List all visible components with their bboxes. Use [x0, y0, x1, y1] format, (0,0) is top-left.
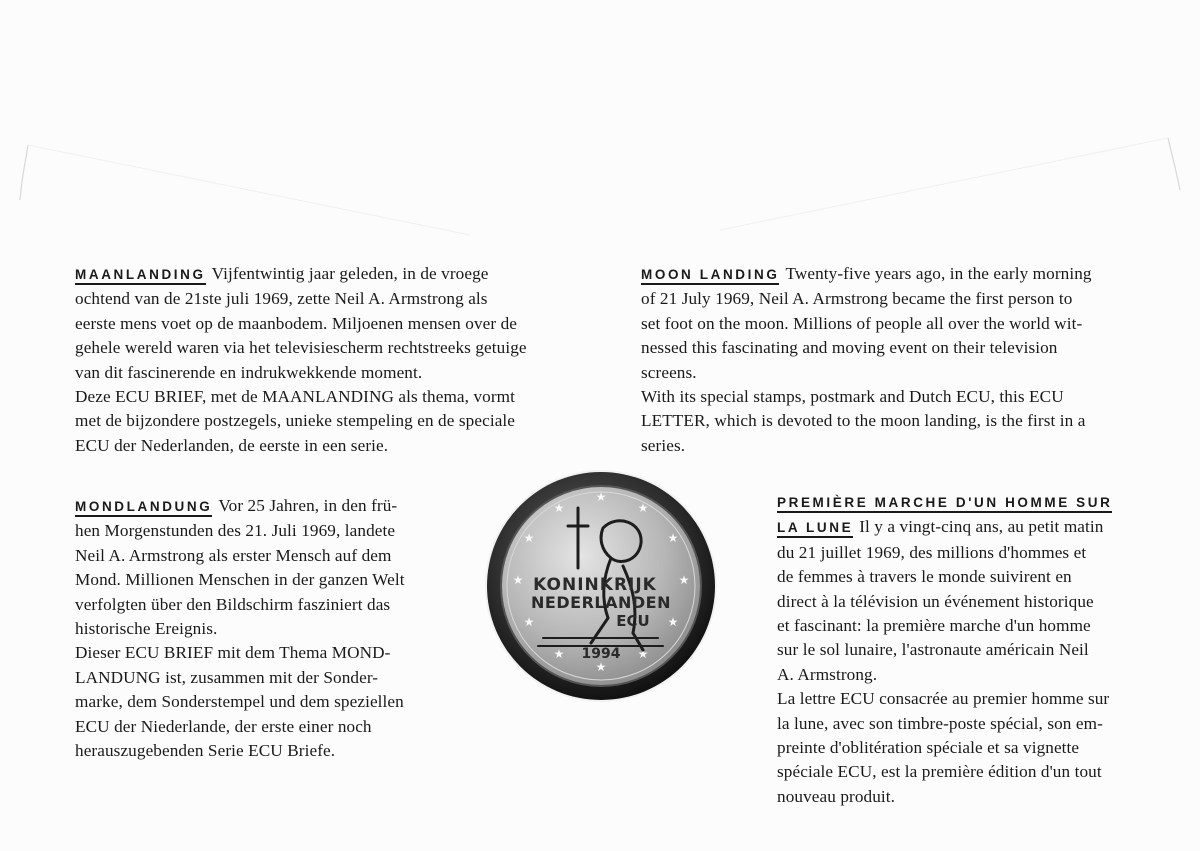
svg-text:★: ★	[595, 490, 607, 504]
svg-text:★: ★	[637, 501, 649, 515]
german-heading: MONDLANDUNG	[75, 499, 212, 517]
dutch-text-block	[75, 262, 595, 458]
svg-text:★: ★	[512, 573, 524, 587]
german-text-block	[75, 494, 475, 763]
english-line: nessed this fascinating and moving event on their television	[641, 338, 1058, 358]
german-line: ECU der Niederlande, der erste einer noch	[75, 716, 372, 736]
svg-text:★: ★	[553, 501, 565, 515]
svg-text:★: ★	[523, 615, 535, 629]
french-line: A. Armstrong.	[777, 664, 878, 684]
svg-text:★: ★	[678, 573, 690, 587]
svg-text:★: ★	[553, 647, 565, 661]
french-text-block	[777, 490, 1177, 809]
coin-year: 1994	[581, 646, 621, 662]
dutch-line: eerste mens voet op de maanbodem. Miljoenen mensen over de	[75, 313, 518, 333]
french-line: de femmes à travers le monde suivirent en	[777, 567, 1072, 587]
coin-legend-line1: KONINKRIJK	[533, 575, 657, 595]
coin-denomination: ECU	[616, 612, 650, 630]
english-line: Twenty-five years ago, in the early morning	[785, 264, 1092, 283]
german-line: marke, dem Sonderstempel und dem speziellen	[75, 692, 404, 712]
french-line: nouveau produit.	[777, 786, 896, 806]
german-line: LANDUNG ist, zusammen mit der Sonder-	[75, 667, 379, 687]
svg-text:★: ★	[595, 660, 607, 674]
english-heading: MOON LANDING	[641, 267, 779, 285]
french-line: spéciale ECU, est la première édition d'un tout	[777, 762, 1102, 782]
coin-legend-line2: NEDERLANDEN	[531, 593, 671, 612]
french-line: sur le sol lunaire, l'astronaute américain Neil	[777, 640, 1089, 660]
svg-text:★: ★	[667, 531, 679, 545]
french-line: preinte d'oblitération spéciale et sa vignette	[777, 738, 1080, 758]
english-line: set foot on the moon. Millions of people all over the world wit-	[641, 313, 1083, 333]
dutch-line: ECU der Nederlanden, de eerste in een serie.	[75, 435, 389, 455]
german-line: Dieser ECU BRIEF mit dem Thema MOND-	[75, 643, 391, 663]
svg-text:★: ★	[637, 647, 649, 661]
french-line: Il y a vingt-cinq ans, au petit matin	[859, 517, 1104, 537]
english-text-block	[641, 262, 1161, 458]
ecu-coin	[483, 468, 719, 704]
german-line: historische Ereignis.	[75, 619, 218, 639]
english-line: LETTER, which is devoted to the moon landing, is the first in a	[641, 411, 1086, 431]
dutch-line: gehele wereld waren via het televisiescherm rechtstreeks getuige	[75, 338, 527, 358]
dutch-line: van dit fascinerende en indrukwekkende moment.	[75, 362, 423, 382]
german-line: herauszugebenden Serie ECU Briefe.	[75, 741, 336, 761]
dutch-line: met de bijzondere postzegels, unieke stempeling en de speciale	[75, 411, 516, 431]
french-heading: PREMIÈRE MARCHE D'UN HOMME SUR	[777, 495, 1112, 513]
dutch-line: Deze ECU BRIEF, met de MAANLANDING als thema, vormt	[75, 387, 516, 407]
dutch-heading: MAANLANDING	[75, 267, 206, 285]
dutch-line: Vijfentwintig jaar geleden, in de vroege	[211, 264, 489, 283]
german-line: Mond. Millionen Menschen in der ganzen Welt	[75, 570, 405, 590]
german-line: Neil A. Armstrong als erster Mensch auf dem	[75, 545, 392, 565]
english-line: of 21 July 1969, Neil A. Armstrong became the first person to	[641, 289, 1073, 309]
french-line: la lune, avec son timbre-poste spécial, son em-	[777, 713, 1103, 733]
german-line: hen Morgenstunden des 21. Juli 1969, landete	[75, 521, 396, 541]
french-heading: LA LUNE	[777, 520, 853, 538]
english-line: series.	[641, 435, 686, 455]
french-line: et fascinant: la première marche d'un homme	[777, 616, 1091, 636]
coin-graphic	[483, 468, 719, 704]
french-line: direct à la télévision un événement historique	[777, 591, 1094, 611]
german-line: verfolgten über den Bildschirm fasziniert das	[75, 594, 391, 614]
french-line: du 21 juillet 1969, des millions d'hommes et	[777, 542, 1087, 562]
german-line: Vor 25 Jahren, in den frü-	[218, 496, 398, 515]
dutch-line: ochtend van de 21ste juli 1969, zette Neil A. Armstrong als	[75, 289, 488, 309]
english-line: screens.	[641, 362, 697, 382]
english-line: With its special stamps, postmark and Dutch ECU, this ECU	[641, 387, 1064, 407]
french-line: La lettre ECU consacrée au premier homme sur	[777, 689, 1110, 709]
svg-text:★: ★	[523, 531, 535, 545]
svg-text:★: ★	[667, 615, 679, 629]
